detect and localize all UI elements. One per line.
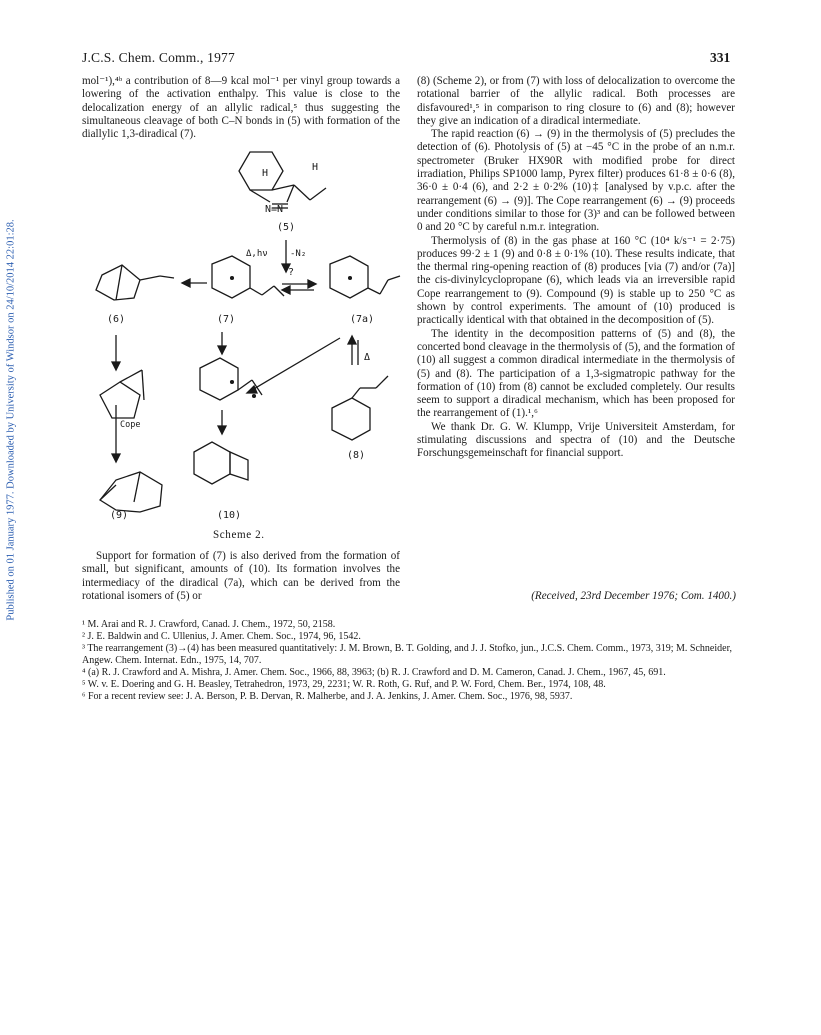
label-5: (5)	[277, 222, 296, 233]
label-6: (6)	[107, 314, 126, 325]
label-9: (9)	[110, 510, 129, 521]
left-paragraph-2: Support for formation of (7) is also derived from the formation of small, but significant, amounts of (10). Its formation involves the intermediacy of the diradical (7a), which can be derived from the rotational isomers of (5) or	[82, 550, 400, 602]
compound-7a-structure	[330, 256, 400, 298]
running-header: J.C.S. Chem. Comm., 1977	[82, 50, 235, 65]
compound-6-structure	[96, 265, 174, 300]
scheme-caption: Scheme 2.	[213, 529, 265, 541]
label-8: (8)	[347, 450, 366, 461]
right-column	[417, 75, 735, 461]
label-10: (10)	[217, 510, 242, 521]
left-paragraph-1: mol⁻¹),⁴ᵇ a contribution of 8—9 kcal mol⁻¹ per vinyl group towards a lowering of the activation enthalpy. This value is close to the delocalization energy of an allylic radical,⁵ thus suggesting the simultaneous cleavage of both C–N bonds in (5) with formation of the diallylic 1,3-diradical (7).	[82, 75, 400, 141]
label-delta-hv: Δ,hν	[246, 249, 268, 259]
compound-5-structure	[239, 152, 326, 208]
compound-7-structure	[212, 256, 284, 298]
reference-item: ³ The rearrangement (3)→(4) has been measured quantitatively: J. M. Brown, B. T. Golding, and J. J. Stofko, jun., J.C.S. Chem. Comm., 1973, 319; M. Schneider, Angew. Chem. Internat. Edn., 1975, 14, 707.	[82, 643, 733, 666]
compound-10-structure	[194, 442, 248, 484]
right-paragraph-5: We thank Dr. G. W. Klumpp, Vrije Universiteit Amsterdam, for stimulating discussions and spectra of (10) and the Deutsche Forschungsgemeinschaft for financial support.	[417, 420, 735, 460]
label-delta: Δ	[364, 352, 371, 363]
azo-label: N=N	[265, 204, 284, 215]
compound-9-structure	[100, 472, 162, 512]
reference-item: ⁵ W. v. E. Doering and G. H. Beasley, Tetrahedron, 1973, 29, 2231; W. R. Roth, G. Ruf, and P. W. Ford, Chem. Ber., 1974, 108, 48.	[82, 679, 606, 690]
left-column-bottom	[82, 550, 400, 603]
right-paragraph-1: (8) (Scheme 2), or from (7) with loss of delocalization to overcome the rotational barrier of the allylic radical. Both processes are disfavoured¹,⁵ in comparison to ring closure to (6) and (8); however they give an indication of a diradical intermediate.	[417, 75, 735, 127]
reference-item: ¹ M. Arai and R. J. Crawford, Canad. J. Chem., 1972, 50, 2158.	[82, 619, 336, 630]
right-paragraph-2: The rapid reaction (6) → (9) in the thermolysis of (5) precludes the detection of (6). Photolysis of (5) at −45 °C in the probe of an n.m.r. spectrometer (Bruker HX90R with modified probe for direct irradiation, Philips SP1000 lamp, Pyrex filter) produces 61·8 ± 0·6 (8), 36·0 ± 0·4 (6), and 2·2 ± 0·2% (10)‡ [analysed by v.p.c. after the rearrangement (6) → (9)]. The Cope rearrangement (6) → (9) proceeds under conditions similar to those for (3)³ and can be followed between 0 and 20 °C by careful n.m.r. integration.	[417, 128, 735, 234]
reference-item: ² J. E. Baldwin and C. Ullenius, J. Amer. Chem. Soc., 1974, 96, 1542.	[82, 631, 361, 642]
compound-7-rotamer	[200, 358, 262, 400]
scheme-2-diagram	[82, 140, 412, 540]
label-cope: Cope	[120, 420, 141, 430]
provenance-text[interactable]: Published on 01 January 1977. Downloaded by University of Windsor on 24/10/2014 22:01:28.	[5, 219, 17, 621]
compound-8-structure	[332, 376, 388, 440]
label-7a: (7a)	[350, 314, 375, 325]
label-query: ?	[288, 267, 295, 278]
right-paragraph-3: Thermolysis of (8) in the gas phase at 160 °C (10⁴ k/s⁻¹ = 2·75) produces 99·2 ± 1 (9) and 0·8 ± 0·1% (10). These results indicate, that the thermal ring-opening reaction of (8) produces [via (7) and/or (7a)] the cis-divinylcyclopropane (6), which leads via an irreversible rapid Cope rearrangement to (9). Compound (9) is stable up to 250 °C as shown by control experiments. The amount of (10) produced is practically identical with that obtained in the decomposition of (5).	[417, 234, 735, 327]
h-label-1: H	[262, 168, 269, 179]
reference-item: ⁴ (a) R. J. Crawford and A. Mishra, J. Amer. Chem. Soc., 1966, 88, 3963; (b) R. J. Crawford and D. M. Cameron, Canad. J. Chem., 1967, 45, 691.	[82, 667, 666, 678]
references-list	[82, 619, 737, 703]
received-date: (Received, 23rd December 1976; Com. 1400.)	[531, 590, 736, 602]
compound-9-precursor	[100, 370, 144, 418]
h-label-2: H	[312, 162, 319, 173]
page-number: 331	[710, 50, 731, 65]
label-7: (7)	[217, 314, 236, 325]
provenance-sidebar	[4, 210, 18, 630]
left-column-top	[82, 75, 400, 141]
reference-item: ⁶ For a recent review see: J. A. Berson, P. B. Dervan, R. Malherbe, and J. A. Jenkins, J. Amer. Chem. Soc., 1976, 98, 5937.	[82, 691, 573, 702]
right-paragraph-4: The identity in the decomposition patterns of (5) and (8), the concerted bond cleavage in the thermolysis of (5), and the formation of (10) all suggest a common diradical intermediate in the thermolysis of (5) and (8). The participation of a 1,3-sigmatropic pathway for the formation of (10) from (8) cannot be excluded completely. Our results seem to support a diradical mechanism, which has been proposed for the rearrangement of (1).¹,⁶	[417, 327, 735, 420]
label-n2: -N₂	[290, 249, 307, 259]
